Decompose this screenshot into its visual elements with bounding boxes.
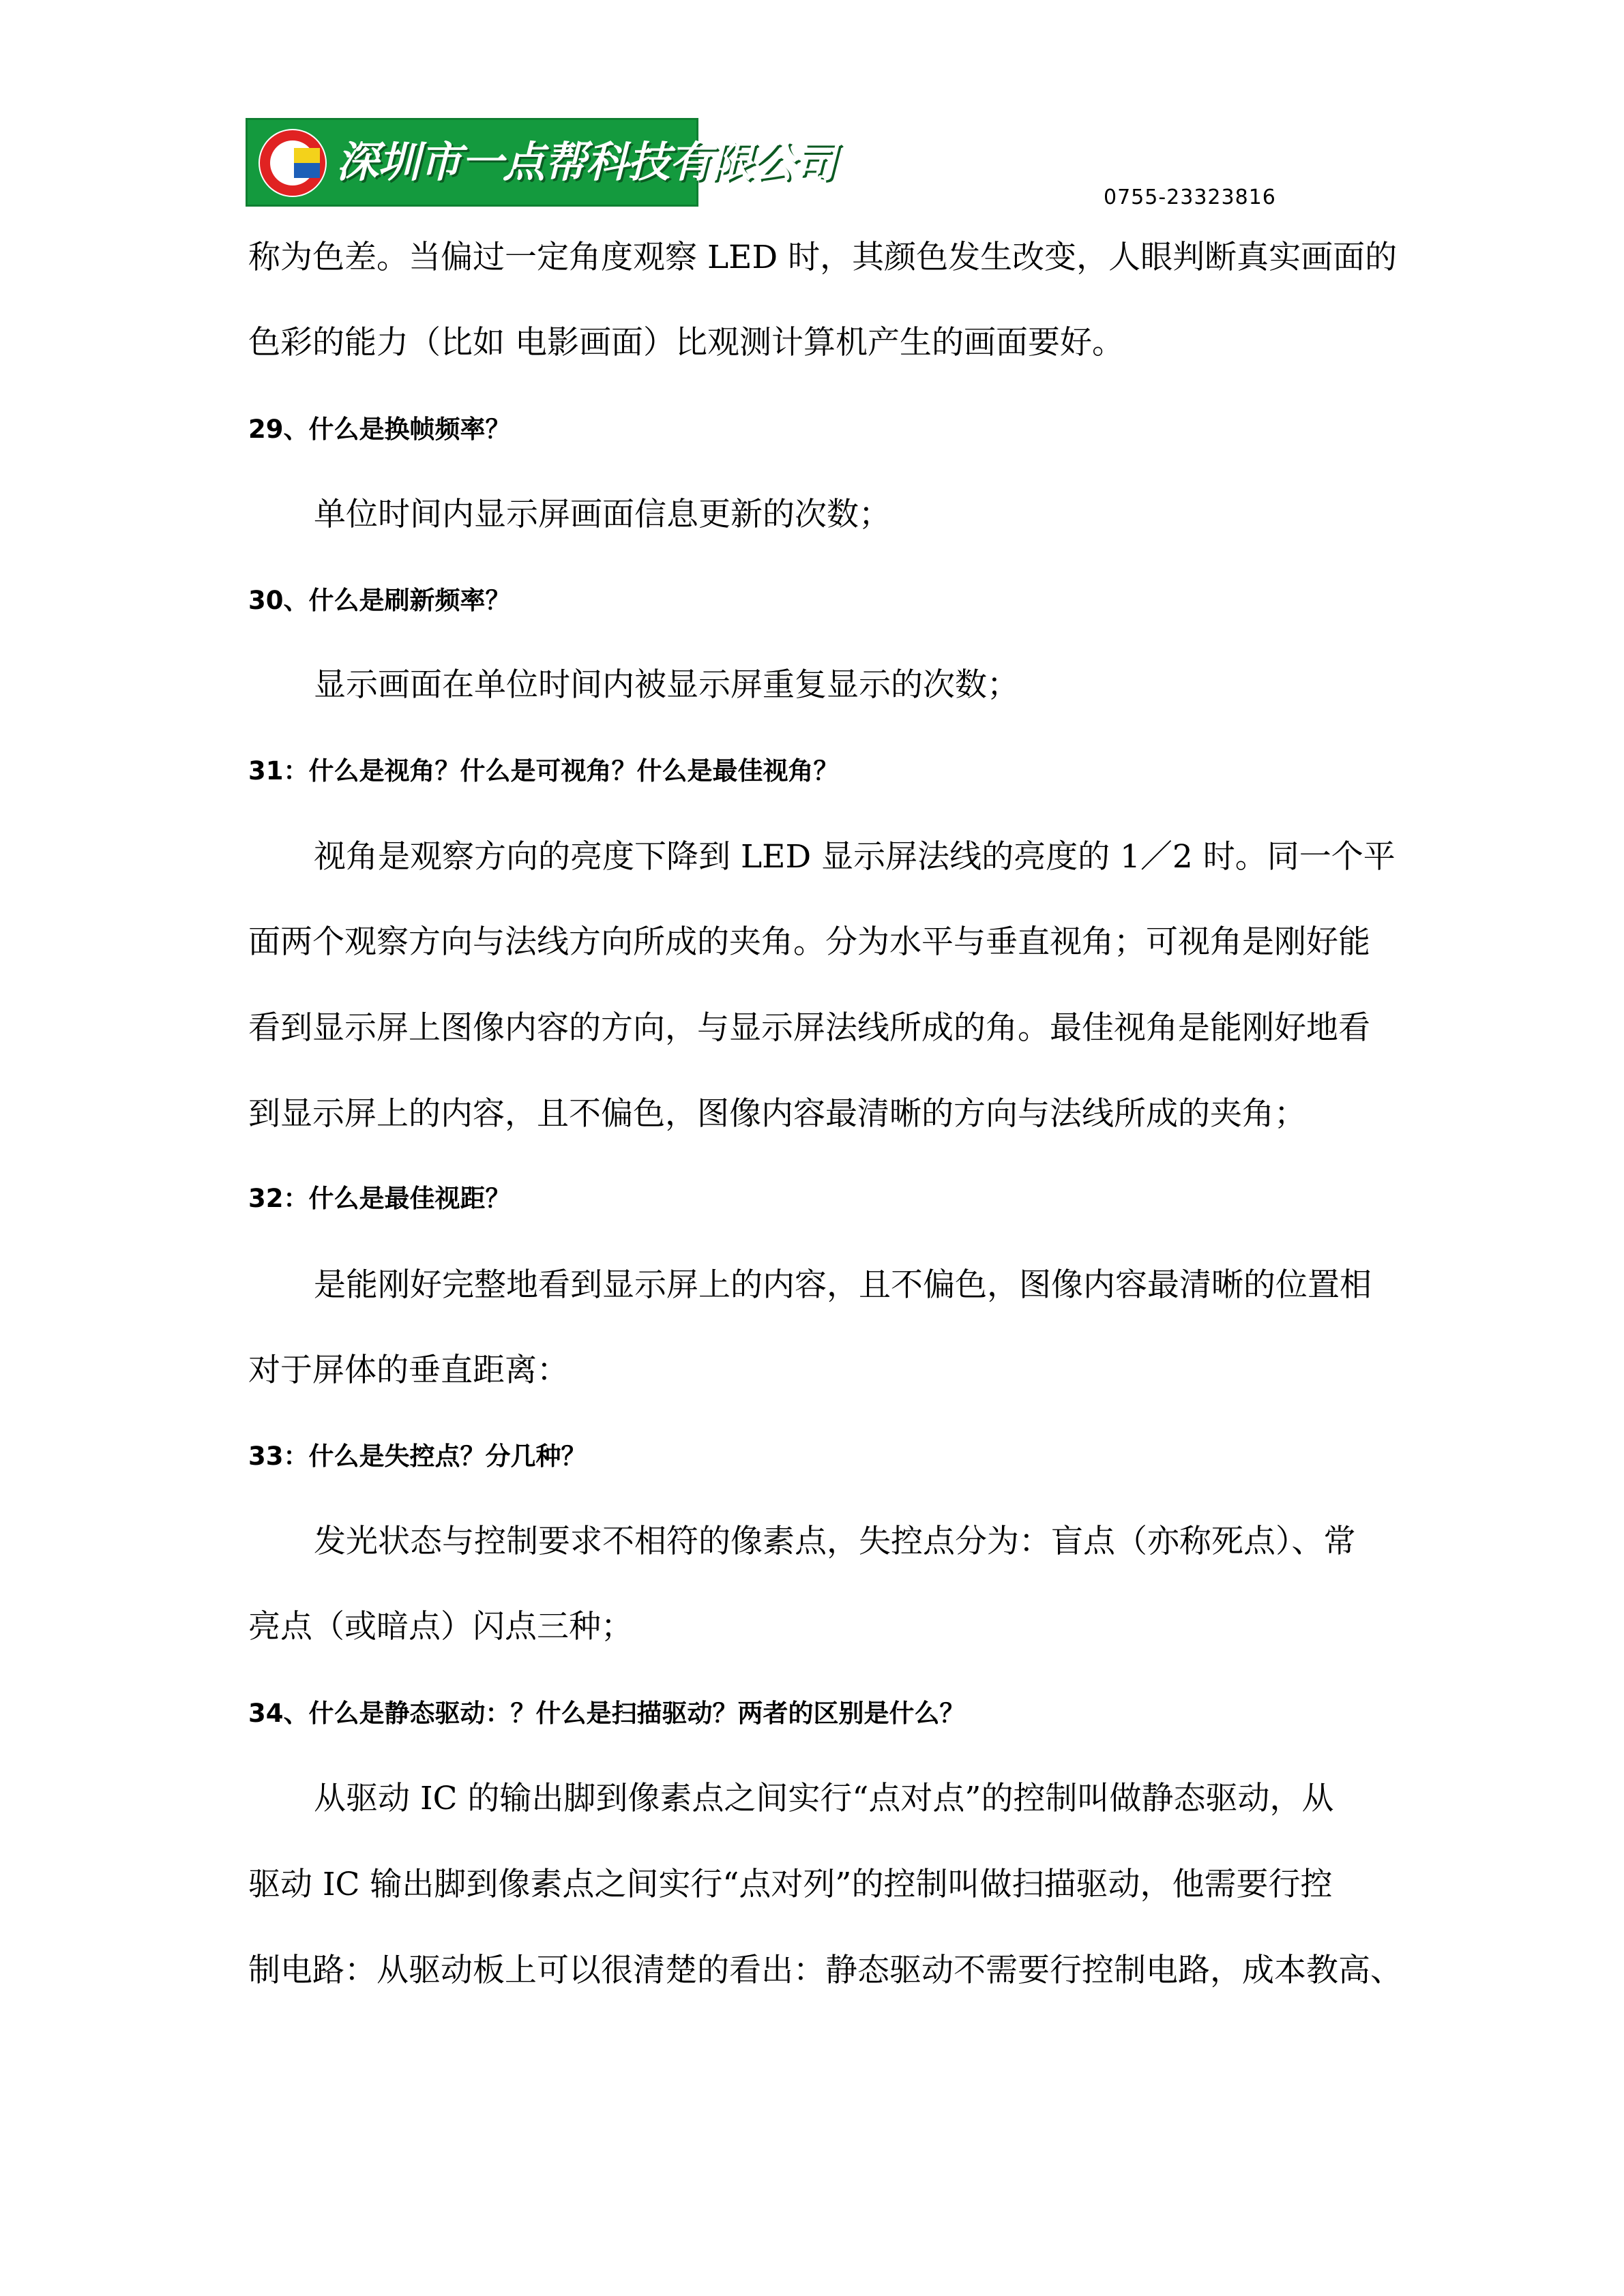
phone-number: 0755-23323816 (1104, 185, 1276, 209)
body-line: 单位时间内显示屏画面信息更新的次数； (314, 496, 891, 533)
body-line: 色彩的能力（比如 电影画面）比观测计算机产生的画面要好。 (248, 324, 1124, 361)
body-line: 到显示屏上的内容，且不偏色，图像内容最清晰的方向与法线所成的夹角； (248, 1095, 1306, 1133)
body-line: 是能刚好完整地看到显示屏上的内容，且不偏色，图像内容最清晰的位置相 (314, 1266, 1372, 1304)
question-heading: 30、什么是刷新频率？ (248, 586, 511, 615)
body-line: 显示画面在单位时间内被显示屏重复显示的次数； (314, 666, 1019, 704)
body-line: 面两个观察方向与法线方向所成的夹角。分为水平与垂直视角；可视角是刚好能 (248, 923, 1370, 961)
body-line: 制电路：从驱动板上可以很清楚的看出：静态驱动不需要行控制电路，成本教高、 (248, 1952, 1402, 1989)
body-line: 视角是观察方向的亮度下降到 LED 显示屏法线的亮度的 1／2 时。同一个平 (314, 838, 1396, 876)
question-heading: 32：什么是最佳视距？ (248, 1184, 511, 1213)
question-heading: 31：什么是视角？什么是可视角？什么是最佳视角？ (248, 756, 839, 786)
question-heading: 29、什么是换帧频率？ (248, 415, 511, 444)
company-logo (246, 118, 836, 207)
body-line: 看到显示屏上图像内容的方向，与显示屏法线所成的角。最佳视角是能刚好地看 (248, 1009, 1370, 1047)
company-name: 深圳市一点帮科技有限公司 (336, 137, 836, 187)
body-line: 称为色差。当偏过一定角度观察 LED 时，其颜色发生改变，人眼判断真实画面的 (248, 239, 1398, 276)
question-heading: 34、什么是静态驱动：？什么是扫描驱动？两者的区别是什么？ (248, 1699, 965, 1728)
body-line: 驱动 IC 输出脚到像素点之间实行“点对列”的控制叫做扫描驱动，他需要行控 (248, 1866, 1333, 1903)
body-line: 发光状态与控制要求不相符的像素点，失控点分为：盲点（亦称死点）、常 (314, 1523, 1356, 1560)
body-line: 从驱动 IC 的输出脚到像素点之间实行“点对点”的控制叫做静态驱动，从 (314, 1780, 1334, 1817)
logo-emblem-icon (259, 129, 327, 197)
body-line: 对于屏体的垂直距离： (248, 1352, 569, 1389)
body-line: 亮点（或暗点）闪点三种； (248, 1608, 633, 1645)
question-heading: 33：什么是失控点？分几种？ (248, 1442, 587, 1471)
